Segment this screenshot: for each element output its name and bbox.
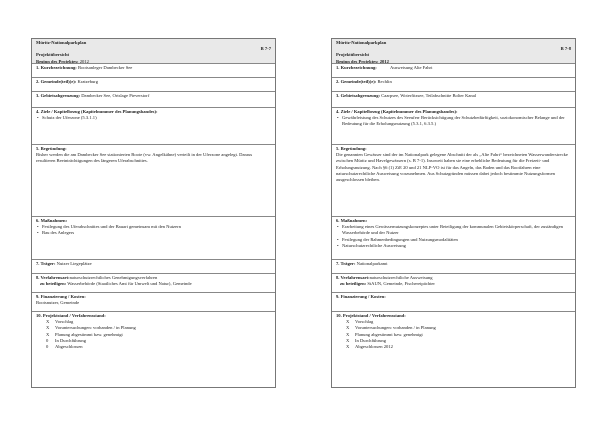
s2-value: Kratzeburg [77,79,99,84]
status-mark: X [346,344,350,350]
s7-label: 7. Träger: [336,261,356,266]
section-3 [32,92,275,108]
s5-text: Bisher werden die am Dambecker See stationierten Boote (vw. Angelkähne) verteilt in der Uferzone angelegt. Daraus resultieren Beeinträchtigungen des längeren Uferabschnittes. [36,152,253,164]
section-2 [32,78,275,92]
report-type: Projektübersicht [36,52,70,58]
section-9 [332,293,575,312]
s5-text: Die genannten Gewässer sind der im Nationalpark gelegene Abschnitt der als „Alte Fahrt“ bezeichneten Wasserwanderstrecke zwischen Müritz und Havelgewässern (s. B 7-1). Insoweit haben sie eine erhebliche Bedeutung für die Freizeit- und Erholungsnutzung. Nach §6 (1) ZiE 20 und 21 NLP-VO ist für das Angeln, das Baden und das Bootfahren eine naturschutzrechtliche Ausweisung vorzunehmen. Aus Schutzgründen müssen dabei jedoch bestimmte Nutzungsformen ausgeschlossen bleiben. [336,152,568,183]
s4-item: • Schutz der Uferzone (5.3.1.1) [42,115,271,121]
section-3 [332,92,575,108]
s6-item: • Bau des Anlegers [42,230,271,236]
section-5 [332,145,575,217]
section-10 [332,312,575,387]
s3-label: 3. Gebietsabgrenzung: [336,93,381,98]
s6-item: • Festlegung des Uferabschnittes und der Bauart gemeinsam mit den Nutzern [42,224,271,230]
s1-label: 1. Kurzbezeichnung: [36,65,77,70]
section-6 [332,217,575,260]
section-6 [32,217,275,260]
s5-label: 5. Begründung: [336,146,367,151]
s9-label: 9. Finanzierung / Kosten: [36,294,86,299]
s8-value: naturschutzrechtliche Ausweisung [369,275,433,280]
section-5 [32,145,275,217]
section-4 [32,108,275,145]
sheet-header [332,39,575,64]
status-text: Planung abgestimmt bzw. genehmigt [55,331,123,337]
section-2 [332,78,575,92]
status-text: Vorschlag [355,319,374,325]
section-1 [32,64,275,78]
s9-label: 9. Finanzierung / Kosten: [336,294,386,299]
s2-value: Rechlin [377,79,392,84]
status-text: In Durchführung [355,337,386,343]
s5-label: 5. Begründung: [36,146,67,151]
s7-value: Nationalparkamt [356,261,388,266]
s2-label: 2. Gemeinde(teil)(e): [36,79,77,84]
status-text: Abgeschlossen 2012 [355,344,393,350]
s6-label: 6. Maßnahmen: [36,218,68,223]
s7-value: Nutzer Liegeplätze [56,261,92,266]
status-text: Voruntersuchungen: vorhanden / in Planung [55,325,136,331]
status-mark: 0 [46,344,49,350]
status-mark: X [46,319,50,325]
plan-title: Müritz-Nationalparkplan [336,40,387,45]
status-mark: X [46,331,50,337]
s4-label: 4. Ziele / Kapitelbezug (Kapitelnummer des Planungsbandes): [336,109,458,114]
sheet-code: B 7-7 [260,46,271,52]
status-mark: X [346,325,350,331]
begin-label: Beginn des Projektes: [36,58,79,64]
s9-value: Bootsnutzer, Gemeinde [36,300,80,306]
s4-item: • Gewährleistung des Schutzes des Seeuferr Berücksichtigung der Schutzbedürftigkeit, soziokonomischer Belange und der Bedeutung für die Erholungsnutzung (5.3.1, 6.3.5.) [342,115,571,127]
sheet-header [32,39,275,64]
s1-label: 1. Kurzbezeichnung: [336,65,377,70]
s4-label: 4. Ziele / Kapitelbezug (Kapitelnummer des Planungsbandes): [36,109,158,114]
section-7 [32,260,275,274]
section-4 [332,108,575,145]
s8-sub-value: Wasserbehörde (Staatliches Amt für Umwelt und Natur), Gemeinde [67,281,192,287]
status-text: Planung abgestimmt bzw. genehmigt [355,331,423,337]
s8-sub-label: zu beteiligen: [40,281,67,287]
status-mark: X [46,325,50,331]
s8-sub-value: StAUN, Gemeinde, Fischereipächter [367,281,435,287]
report-type: Projektübersicht [336,52,370,58]
s6-item: • Festlegung der Rahmenbedingungen und Nutzungsmodalitäten [342,237,571,243]
s8-sub-label: zu beteiligen: [340,281,367,287]
s8-label: 8. Verfahrensart: [336,275,370,280]
project-sheet-left [31,38,276,388]
sheet-code: B 7-8 [560,46,571,52]
s1-value: Ausweisung Alte Fahrt [390,65,433,70]
status-text: Abgeschlossen [55,344,83,350]
status-mark: X [346,319,350,325]
s2-label: 2. Gemeinde(teil)(e): [336,79,377,84]
s6-item: • Erarbeitung eines Gewässernutzungskonzeptes unter Beteiligung der kommunalen Gebietskörperschaft, der zuständigen Wasserbehörde und der Nutzer [342,224,571,236]
project-sheet-right [331,38,576,388]
status-mark: 0 [46,337,49,343]
section-1 [332,64,575,78]
section-7 [332,260,575,274]
section-10 [32,312,275,387]
s8-value: naturschutzrechtliches Genehmigungsverfahren [69,275,158,280]
plan-title: Müritz-Nationalparkplan [36,40,87,45]
s10-label: 10. Projektstand / Verfahrensstand: [36,313,106,318]
begin-label: Beginn des Projektes: [336,58,379,64]
s6-item: • Naturschutzrechtliche Ausweisung [342,243,571,249]
section-8 [32,274,275,293]
status-text: Voruntersuchungen: vorhanden / in Planung [355,325,436,331]
s3-value: Caarpsee, Woterfitzsee, Teilabschnitte Bolter Kanal [381,93,477,98]
status-mark: X [346,337,350,343]
s6-label: 6. Maßnahmen: [336,218,368,223]
s3-label: 3. Gebietsabgrenzung: [36,93,81,98]
s1-value: Bootsanleger Dambecker See [78,65,133,70]
status-line [346,344,571,350]
status-text: In Durchführung [55,337,86,343]
s3-value: Dambecker See, Ortslage Pieverstorf [81,93,150,98]
status-mark: X [346,331,350,337]
s10-label: 10. Projektstand / Verfahrensstand: [336,313,406,318]
begin-value: 2012 [79,58,89,64]
begin-value: 2012 [379,58,389,64]
status-text: Vorschlag [55,319,74,325]
section-9 [32,293,275,312]
section-8 [332,274,575,293]
status-line [46,344,271,350]
s7-label: 7. Träger: [36,261,56,266]
s8-label: 8. Verfahrensart: [36,275,70,280]
